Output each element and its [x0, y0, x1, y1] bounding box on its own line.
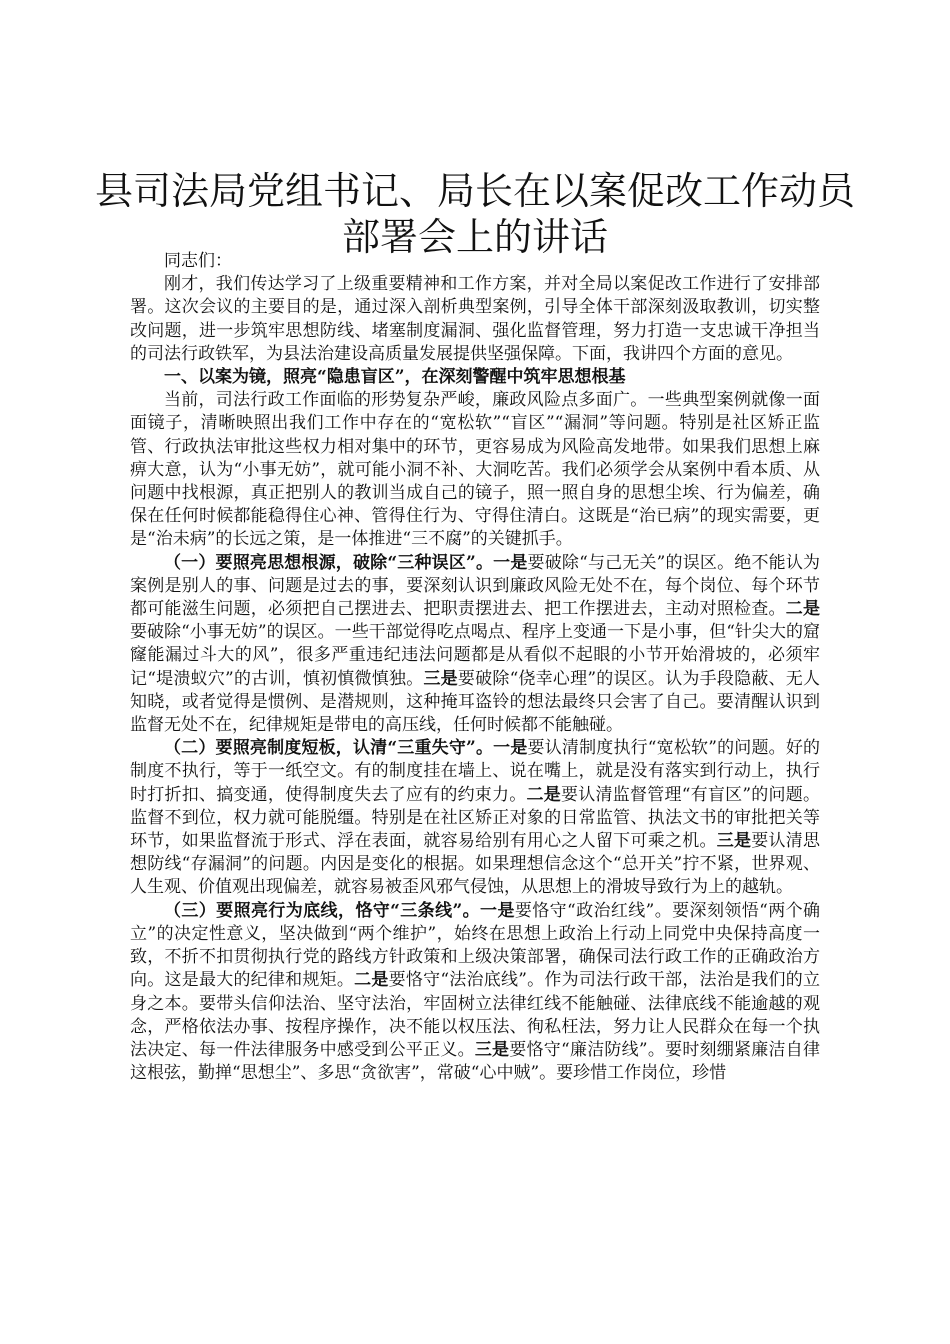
subsection-3-paragraph — [130, 900, 820, 1086]
subsection-2-paragraph — [130, 737, 820, 899]
salutation: 同志们： — [164, 251, 232, 271]
point-label: 一是 — [493, 552, 528, 573]
document-body — [130, 250, 820, 1085]
point-text: 要认清思想防线“存漏洞”的问题。内因是变化的根据。如果理想信念这个“总开关”拧不紧，世界观、人生观、价值观出现偏差，就容易被歪风邪气侵蚀，从思想上的滑坡导致行为上的越轨。 — [130, 831, 821, 898]
subsection-1-lead: （一）要照亮思想根源，破除“三种误区”。 — [164, 552, 494, 573]
document-title: 县司法局党组书记、局长在以案促改工作动员部署会上的讲话 — [94, 169, 855, 259]
point-text: 要认清制度执行“宽松软”的问题。好的制度不执行，等于一纸空文。有的制度挂在墙上、说在嘴上，就是没有落实到行动上，执行时打折扣、搞变通，使得制度失去了应有的约束力。 — [130, 738, 820, 805]
point-label: 三是 — [423, 668, 458, 689]
point-text: 要恪守“法治底线”。作为司法行政干部，法治是我们的立身之本。要带头信仰法治、坚守法治，牢固树立法律红线不能触碰、法律底线不能逾越的观念，严格依法办事、按程序操作，决不能以权压法、徇私枉法，努力让人民群众在每一个执法决定、每一件法律服务中感受到公平正义。 — [130, 970, 820, 1060]
point-text: 要认清监督管理“有盲区”的问题。监督不到位，权力就可能脱缰。特别是在社区矫正对象的日常监管、执法文书的审批把关等环节，如果监督流于形式、浮在表面，就容易给别有用心之人留下可乘之机。 — [130, 784, 821, 852]
section-1-paragraph: 当前，司法行政工作面临的形势复杂严峻，廉政风险点多面广。一些典型案例就像一面面镜子，清晰映照出我们工作中存在的“宽松软”“盲区”“漏洞”等问题。特别是社区矫正监管、行政执法审批这些权力相对集中的环节，更容易成为风险高发地带。如果我们思想上麻痹大意，认为“小事无妨”，就可能小洞不补、大洞吃苦。我们必须学会从案例中看本质、从问题中找根源，真正把别人的教训当成自己的镜子，照一照自身的思想尘埃、行为偏差，确保在任何时候都能稳得住心神、管得住行为、守得住清白。这既是“治已病”的现实需要，更是“治未病”的长远之策，是一体推进“三不腐”的关键抓手。 — [130, 390, 820, 550]
point-text: 要恪守“廉洁防线”。要时刻绷紧廉洁自律这根弦，勤掸“思想尘”、多思“贪欲害”，常破“心中贼”。要珍惜工作岗位，珍惜 — [130, 1039, 821, 1084]
point-label: 一是 — [480, 900, 515, 921]
intro-paragraph: 刚才，我们传达学习了上级重要精神和工作方案，并对全局以案促改工作进行了安排部署。这次会议的主要目的是，通过深入剖析典型案例，引导全体干部深刻汲取教训，切实整改问题，进一步筑牢思想防线、堵塞制度漏洞、强化监督管理，努力打造一支忠诚干净担当的司法行政铁军，为县法治建设高质量发展提供坚强保障。下面，我讲四个方面的意见。 — [130, 274, 820, 364]
subsection-1-paragraph — [130, 552, 820, 738]
section-heading-1: 一、以案为镜，照亮“隐患盲区”，在深刻警醒中筑牢思想根基 — [164, 367, 626, 388]
subsection-3-lead: （三）要照亮行为底线，恪守“三条线”。 — [164, 900, 481, 921]
point-label: 三是 — [474, 1039, 510, 1060]
point-label: 一是 — [493, 738, 528, 759]
point-text: 要恪守“政治红线”。要深刻领悟“两个确立”的决定性意义，坚决做到“两个维护”，始终在思想上政治上行动上同党中央保持高度一致，不折不扣贯彻执行党的路线方针政策和上级决策部署，确保司法行政工作的正确政治方向。这是最大的纪律和规矩。 — [130, 900, 821, 991]
subsection-2-lead: （二）要照亮制度短板，认清“三重失守”。 — [164, 738, 494, 759]
point-label: 三是 — [716, 831, 752, 852]
point-text: 要破除“侥幸心理”的误区。认为手段隐蔽、无人知晓，或者觉得是惯例、是潜规则，这种掩耳盗铃的想法最终只会害了自己。要清醒认识到监督无处不在，纪律规矩是带电的高压线，任何时候都不能触碰。 — [130, 668, 820, 736]
point-text: 要破除“小事无妨”的误区。一些干部觉得吃点喝点、程序上变通一下是小事，但“针尖大的窟窿能漏过斗大的风”，很多严重违纪违法问题都是从看似不起眼的小节开始滑坡的，必须牢记“堤溃蚁穴”的古训，慎初慎微慎独。 — [130, 622, 820, 689]
point-text: 要破除“与己无关”的误区。绝不能认为案例是别人的事、问题是过去的事，要深刻认识到廉政风险无处不在，每个岗位、每个环节都可能滋生问题，必须把自己摆进去、把职责摆进去、把工作摆进去，主动对照检查。 — [130, 552, 820, 620]
point-label: 二是 — [354, 970, 389, 991]
point-label: 二是 — [785, 599, 821, 620]
point-label: 二是 — [526, 784, 562, 805]
